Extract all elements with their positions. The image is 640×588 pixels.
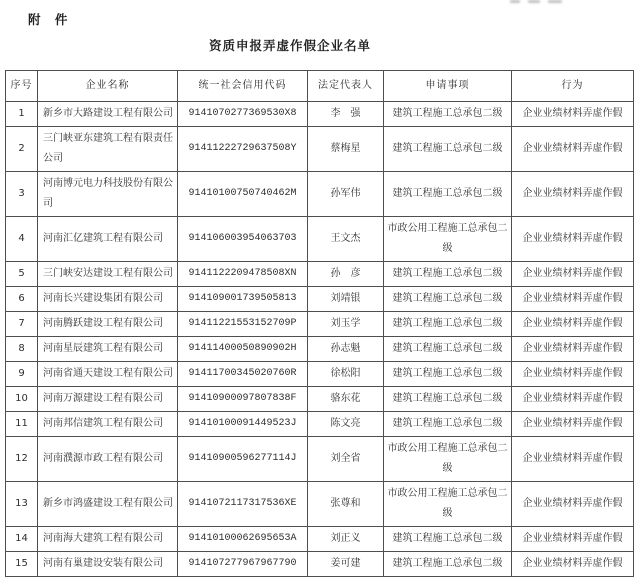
- table-row: [6, 102, 634, 127]
- cell-application-item: 建筑工程施工总承包二级: [384, 337, 512, 362]
- cell-company-name: 三门峡亚东建筑工程有限责任公司: [38, 127, 178, 172]
- cell-application-item: 市政公用工程施工总承包二级: [384, 217, 512, 262]
- cell-index: 7: [6, 312, 38, 337]
- table-row: [6, 482, 634, 527]
- cell-company-name: 河南长兴建设集团有限公司: [38, 287, 178, 312]
- cell-credit-code: 914106003954063703: [178, 217, 308, 262]
- cell-company-name: 三门峡安达建设工程有限公司: [38, 262, 178, 287]
- table-row: [6, 172, 634, 217]
- cell-legal-representative: 蔡梅星: [308, 127, 384, 172]
- table-row: [6, 412, 634, 437]
- table-row: [6, 337, 634, 362]
- cell-behavior: 企业业绩材料弄虚作假: [512, 527, 634, 552]
- table-row: [6, 552, 634, 577]
- cell-company-name: 河南万源建设工程有限公司: [38, 387, 178, 412]
- cell-legal-representative: 刘正义: [308, 527, 384, 552]
- cell-company-name: 新乡市大路建设工程有限公司: [38, 102, 178, 127]
- cell-application-item: 建筑工程施工总承包二级: [384, 362, 512, 387]
- cell-index: 12: [6, 437, 38, 482]
- cell-company-name: 河南博元电力科技股份有限公司: [38, 172, 178, 217]
- cell-index: 2: [6, 127, 38, 172]
- attachment-label: 附 件: [28, 12, 73, 27]
- cell-legal-representative: 孙 彦: [308, 262, 384, 287]
- cell-behavior: 企业业绩材料弄虚作假: [512, 482, 634, 527]
- table-row: [6, 217, 634, 262]
- cell-index: 4: [6, 217, 38, 262]
- cell-credit-code: 91410100062695653A: [178, 527, 308, 552]
- column-header-behavior: 行为: [512, 71, 634, 102]
- cell-legal-representative: 张尊和: [308, 482, 384, 527]
- cell-credit-code: 91410900596277114J: [178, 437, 308, 482]
- cell-index: 1: [6, 102, 38, 127]
- cell-credit-code: 91410100091449523J: [178, 412, 308, 437]
- column-header-credit-code: 统一社会信用代码: [178, 71, 308, 102]
- table-row: [6, 362, 634, 387]
- cell-index: 10: [6, 387, 38, 412]
- cell-behavior: 企业业绩材料弄虚作假: [512, 312, 634, 337]
- cell-behavior: 企业业绩材料弄虚作假: [512, 217, 634, 262]
- cell-application-item: 建筑工程施工总承包二级: [384, 552, 512, 577]
- fraud-enterprise-table: [5, 70, 634, 577]
- table-body: [6, 102, 634, 577]
- cell-behavior: 企业业绩材料弄虚作假: [512, 287, 634, 312]
- cell-index: 13: [6, 482, 38, 527]
- cell-company-name: 河南汇亿建筑工程有限公司: [38, 217, 178, 262]
- cell-behavior: 企业业绩材料弄虚作假: [512, 437, 634, 482]
- table-row: [6, 527, 634, 552]
- page-edge-artifact: [510, 0, 580, 5]
- cell-behavior: 企业业绩材料弄虚作假: [512, 262, 634, 287]
- cell-application-item: 市政公用工程施工总承包二级: [384, 482, 512, 527]
- cell-behavior: 企业业绩材料弄虚作假: [512, 127, 634, 172]
- header-row: [6, 71, 634, 102]
- cell-credit-code: 91410100750740462M: [178, 172, 308, 217]
- cell-company-name: 河南省通天建设工程有限公司: [38, 362, 178, 387]
- cell-credit-code: 9141122209478508XN: [178, 262, 308, 287]
- cell-legal-representative: 刘玉学: [308, 312, 384, 337]
- page-title: 资质申报弄虚作假企业名单: [208, 38, 371, 53]
- cell-legal-representative: 陈文亮: [308, 412, 384, 437]
- cell-credit-code: 91411700345020760R: [178, 362, 308, 387]
- cell-legal-representative: 孙军伟: [308, 172, 384, 217]
- cell-legal-representative: 孙志魁: [308, 337, 384, 362]
- cell-credit-code: 91411400050890902H: [178, 337, 308, 362]
- table-row: [6, 312, 634, 337]
- cell-behavior: 企业业绩材料弄虚作假: [512, 362, 634, 387]
- cell-application-item: 市政公用工程施工总承包二级: [384, 437, 512, 482]
- cell-company-name: 河南濮源市政工程有限公司: [38, 437, 178, 482]
- cell-company-name: 河南腾跃建设工程有限公司: [38, 312, 178, 337]
- column-header-legal-representative: 法定代表人: [308, 71, 384, 102]
- cell-company-name: 新乡市鸿盛建设工程有限公司: [38, 482, 178, 527]
- cell-behavior: 企业业绩材料弄虚作假: [512, 387, 634, 412]
- cell-company-name: 河南星辰建筑工程有限公司: [38, 337, 178, 362]
- cell-legal-representative: 王文杰: [308, 217, 384, 262]
- cell-legal-representative: 李 强: [308, 102, 384, 127]
- table-row: [6, 127, 634, 172]
- cell-behavior: 企业业绩材料弄虚作假: [512, 337, 634, 362]
- column-header-company-name: 企业名称: [38, 71, 178, 102]
- cell-credit-code: 914107277967967790: [178, 552, 308, 577]
- table-row: [6, 387, 634, 412]
- cell-behavior: 企业业绩材料弄虚作假: [512, 552, 634, 577]
- cell-index: 6: [6, 287, 38, 312]
- cell-legal-representative: 徐松阳: [308, 362, 384, 387]
- cell-credit-code: 9141070277369530X8: [178, 102, 308, 127]
- cell-application-item: 建筑工程施工总承包二级: [384, 287, 512, 312]
- cell-legal-representative: 姜可建: [308, 552, 384, 577]
- cell-credit-code: 91411222729637508Y: [178, 127, 308, 172]
- table-row: [6, 287, 634, 312]
- cell-index: 5: [6, 262, 38, 287]
- cell-application-item: 建筑工程施工总承包二级: [384, 312, 512, 337]
- column-header-application-item: 申请事项: [384, 71, 512, 102]
- cell-company-name: 河南邦信建筑工程有限公司: [38, 412, 178, 437]
- cell-behavior: 企业业绩材料弄虚作假: [512, 172, 634, 217]
- cell-application-item: 建筑工程施工总承包二级: [384, 387, 512, 412]
- cell-application-item: 建筑工程施工总承包二级: [384, 527, 512, 552]
- cell-behavior: 企业业绩材料弄虚作假: [512, 412, 634, 437]
- cell-credit-code: 9141072117317536XE: [178, 482, 308, 527]
- cell-legal-representative: 刘靖银: [308, 287, 384, 312]
- cell-legal-representative: 刘全省: [308, 437, 384, 482]
- cell-index: 3: [6, 172, 38, 217]
- cell-credit-code: 91411221553152709P: [178, 312, 308, 337]
- cell-index: 9: [6, 362, 38, 387]
- cell-index: 15: [6, 552, 38, 577]
- cell-index: 14: [6, 527, 38, 552]
- cell-credit-code: 914109001739505813: [178, 287, 308, 312]
- column-header-index: 序号: [6, 71, 38, 102]
- table-row: [6, 437, 634, 482]
- cell-application-item: 建筑工程施工总承包二级: [384, 102, 512, 127]
- cell-index: 8: [6, 337, 38, 362]
- cell-application-item: 建筑工程施工总承包二级: [384, 172, 512, 217]
- cell-application-item: 建筑工程施工总承包二级: [384, 412, 512, 437]
- cell-application-item: 建筑工程施工总承包二级: [384, 127, 512, 172]
- cell-company-name: 河南海大建筑工程有限公司: [38, 527, 178, 552]
- cell-company-name: 河南有巢建设安装有限公司: [38, 552, 178, 577]
- cell-credit-code: 91410900097807838F: [178, 387, 308, 412]
- cell-application-item: 建筑工程施工总承包二级: [384, 262, 512, 287]
- cell-index: 11: [6, 412, 38, 437]
- table-row: [6, 262, 634, 287]
- cell-legal-representative: 骆东花: [308, 387, 384, 412]
- cell-behavior: 企业业绩材料弄虚作假: [512, 102, 634, 127]
